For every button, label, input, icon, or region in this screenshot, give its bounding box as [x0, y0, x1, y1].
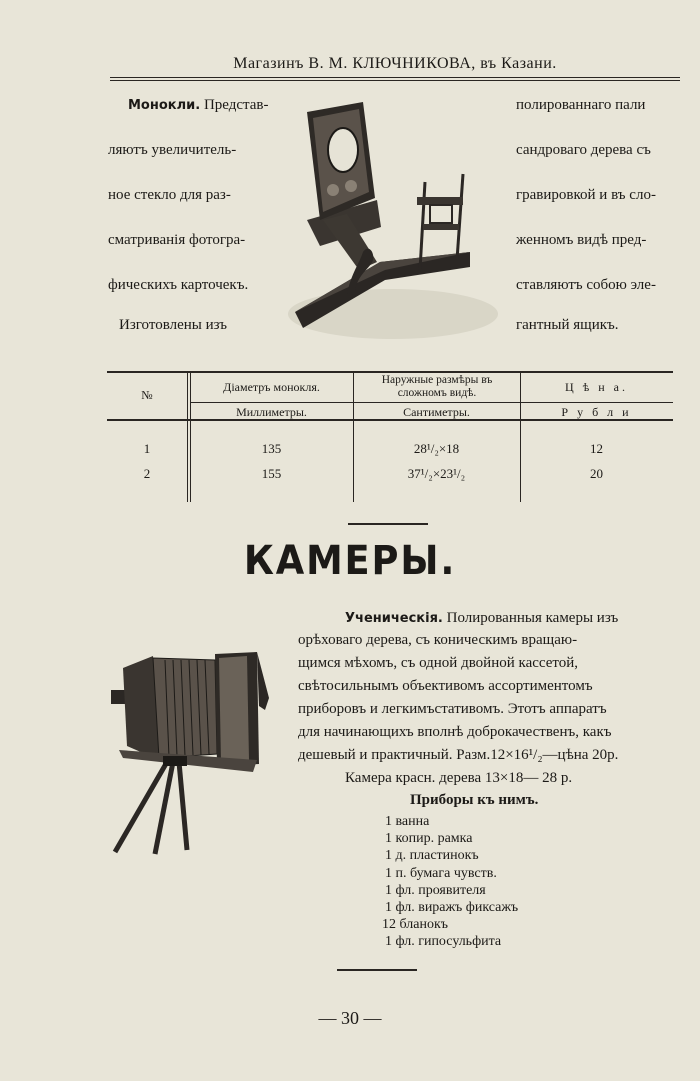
table-row-1-diam: 135 — [261, 441, 282, 456]
col-unit-diameter: Миллиметры. — [236, 405, 307, 419]
col-header-price: Ц ѣ н а. — [565, 380, 628, 394]
list-item: 12 бланокъ — [382, 917, 449, 933]
table-row-2-no: 2 — [143, 466, 151, 481]
list-item: 1 фл. виражъ фиксажъ — [385, 900, 519, 916]
col-unit-size: Сантиметры. — [403, 405, 470, 419]
col-unit-price: Р у б л и — [561, 405, 632, 419]
monocle-lead: Монокли. — [128, 98, 201, 113]
monocle-viewer-illustration — [285, 102, 500, 342]
list-item: 1 п. бумага чувств. — [385, 865, 497, 881]
col-header-diameter: Діаметръ монокля. — [223, 380, 320, 394]
list-item: 1 фл. гипосульфита — [385, 934, 502, 950]
red-camera-price: Камера красн. дерева 13×18— 28 р. — [345, 770, 573, 786]
list-item: 1 ванна — [385, 814, 430, 829]
page-number: — 30 — — [318, 1008, 382, 1028]
section-divider — [348, 523, 428, 525]
table-row-1-size: 28¹/₂×18 — [413, 441, 460, 456]
accessories-list — [382, 813, 519, 951]
table-row-1-no: 1 — [143, 441, 151, 456]
col-header-size: Наружные размѣры въ сложномъ видѣ. — [381, 374, 493, 399]
camera-lead: Ученическія. — [345, 611, 443, 626]
header-rule-top — [110, 77, 680, 78]
table-row-2-price: 20 — [590, 466, 603, 481]
table-row-1-price: 12 — [590, 441, 603, 456]
list-item: 1 фл. проявителя — [385, 882, 486, 898]
accessories-title: Приборы къ нимъ. — [410, 792, 539, 808]
table-row-2-diam: 155 — [261, 466, 282, 481]
list-item: 1 копир. рамка — [385, 831, 473, 847]
table-row-2-size: 37¹/₂×23¹/₂ — [407, 466, 466, 481]
col-header-no: № — [141, 388, 153, 402]
page-header: Магазинъ В. М. КЛЮЧНИКОВА, въ Казани. — [233, 55, 557, 72]
header-rule-bottom — [110, 80, 680, 81]
catalog-page: Магазинъ В. М. КЛЮЧНИКОВА, въ Казани. Монокли. Представ- ляютъ увеличитель- ное стекло для раз- сматриванія фотогра- фическихъ карточекъ. Изготовлены изъ полированнаго пали сандроваго дерева съ гравировкой и въ сло- женномъ видѣ пред- ставляютъ собою эле- гантный ящикъ. № Діаметръ монокля. Миллиметры. Наружные размѣры въ сложномъ видѣ. Сантиметры. Ц ѣ н а. Р у б л и 1 135 28¹/₂×18 12 2 155 37¹/₂×23¹/₂ 20 КАМЕРЫ. Ученическія. Полированныя камеры изъ орѣховаго дерева, съ коническимъ вращаю- щимся мѣхомъ, съ одной двойной кассетой, свѣтосильнымъ объективомъ ассортиментомъ приборовъ и легкимъстативомъ. Этотъ аппаратъ для начинающихъ вполнѣ доброкачественъ, какъ дешевый и практичный. Разм.12×16¹/₂—цѣна 20р. Камера красн. дерева 13×18— 28 р. Приборы къ нимъ. 1 ванна 1 копир. рамка 1 д. пластинокъ 1 п. бумага чувств. 1 фл. проявителя 1 фл. виражъ фиксажъ 12 бланокъ 1 фл. гипосульфита — 30 — — [0, 0, 700, 1081]
list-item: 1 д. пластинокъ — [385, 848, 479, 864]
section-title: КАМЕРЫ. — [243, 538, 457, 584]
camera-illustration — [107, 650, 272, 855]
bottom-divider — [337, 969, 417, 971]
